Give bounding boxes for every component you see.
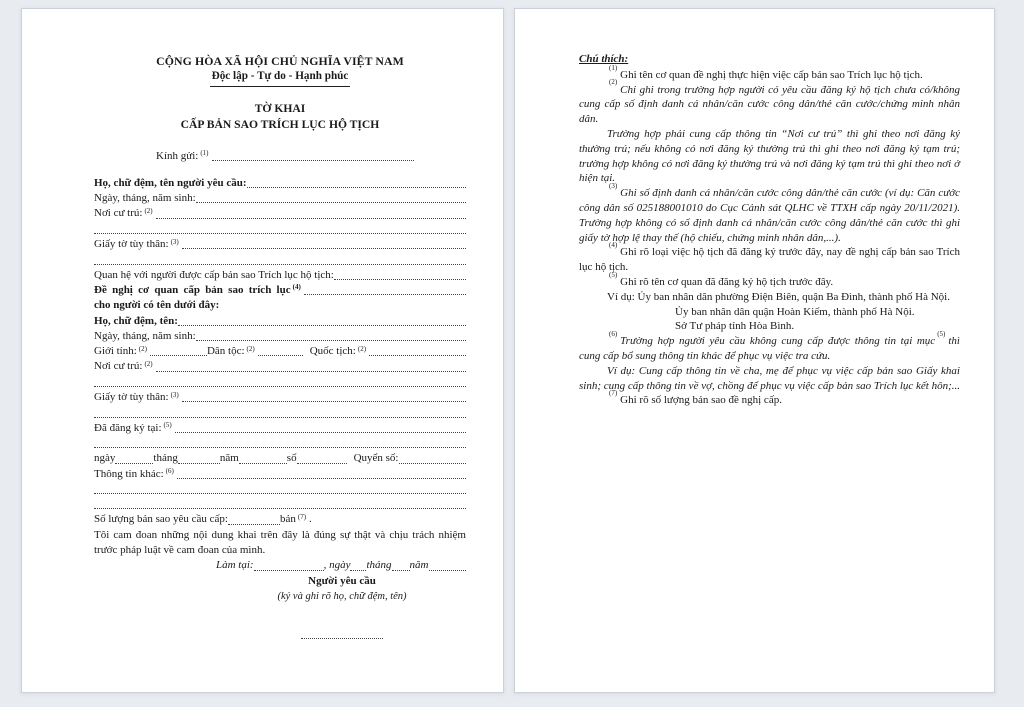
dotted-line (156, 218, 466, 219)
dotted-line (239, 463, 287, 464)
national-motto (94, 69, 466, 86)
requester-dob-label: Ngày, tháng, năm sinh: (94, 192, 196, 205)
signature-dotted-line (301, 628, 383, 643)
note-5-example-2 (579, 305, 960, 320)
national-header-line1: CỘNG HÒA XÃ HỘI CHỦ NGHĨA VIỆT NAM (156, 54, 404, 68)
month-label: tháng (153, 452, 178, 465)
dotted-line (228, 524, 280, 525)
note-text: Trường hợp phải cung cấp thông tin “Nơi cư trú” thì ghi theo nơi đăng ký thường trú; nếu không có nơi đăng ký thường trú thì ghi theo nơi đăng ký tạm trú; trường hợp không có nơi đăng ký thường trú và nơi đăng ký tạm trú thì ghi theo nơi ở hiện tại. (579, 127, 960, 185)
sig-month-label: tháng (366, 559, 392, 572)
dotted-line (334, 279, 466, 280)
dotted-line (369, 355, 466, 356)
field-requester-name (94, 176, 466, 191)
field-copies-count: Số lượng bản sao yêu cầu cấp: bản $^{(7)}$ . (94, 512, 466, 527)
note-text: Ví dụ: Ủy ban nhân dân phường Điện Biên, quận Ba Đình, thành phố Hà Nội. (607, 290, 950, 303)
field-subject-name (94, 314, 466, 329)
signer-title: Người yêu cầu (308, 574, 376, 587)
dotted-line (94, 375, 466, 390)
sig-day-label: , ngày (323, 559, 351, 572)
dotted-line (156, 371, 466, 372)
dotted-line (182, 401, 466, 402)
note-text: Ủy ban nhân dân quận Hoàn Kiếm, thành phố Hà Nội. (675, 305, 915, 318)
subject-residence-label: Nơi cư trú: (94, 360, 143, 373)
dotted-line (115, 463, 153, 464)
requester-residence-label: Nơi cư trú: (94, 207, 143, 220)
note-text: Trường hợp người yêu cầu không cung cấp được thông tin tại mục (620, 335, 936, 348)
form-page (21, 8, 504, 693)
notes-heading: Chú thích: (579, 53, 629, 65)
dotted-line (94, 405, 466, 420)
dotted-line (94, 252, 466, 267)
field-kinh-gui: Kính gửi: $^{(1)}$ (94, 149, 466, 164)
relation-label: Quan hệ với người được cấp bản sao Trích lục hộ tịch: (94, 268, 334, 281)
kinh-gui-label: Kính gửi: (156, 149, 199, 162)
ethnicity-label: Dân tộc: (206, 345, 245, 358)
book-number-label: Quyển số: (353, 452, 399, 465)
signature-place-date (94, 558, 466, 573)
note-5-example-1 (579, 290, 960, 305)
signature-block (216, 574, 468, 605)
copies-label: Số lượng bản sao yêu cầu cấp: (94, 513, 228, 526)
dotted-line (297, 463, 347, 464)
registered-at-label: Đã đăng ký tại: (94, 421, 162, 434)
note-6 (579, 329, 960, 364)
field-other-info: Thông tin khác: $^{(6)}$ (94, 467, 466, 482)
dotted-line (178, 325, 466, 326)
signer-note: (ký và ghi rõ họ, chữ đệm, tên) (277, 590, 407, 602)
field-subject-residence: Nơi cư trú: $^{(2)}$ (94, 359, 466, 374)
note-5-example-3 (579, 319, 960, 334)
copies-period: . (309, 513, 312, 526)
nationality-label: Quốc tịch: (309, 345, 356, 358)
note-7 (579, 389, 960, 408)
field-subject-dob (94, 329, 466, 344)
dotted-line (254, 570, 324, 571)
field-request-agency: Đề nghị cơ quan cấp bản sao trích lục $^{(4)}$ (94, 283, 466, 298)
field-registered-at: Đã đăng ký tại: $^{(5)}$ (94, 421, 466, 436)
dotted-line (182, 248, 466, 249)
field-requester-residence: Nơi cư trú: $^{(2)}$ (94, 206, 466, 221)
dotted-line (429, 570, 467, 571)
footnote-marker: (5) (937, 329, 946, 338)
note-text: Ghi số định danh cá nhân/căn cước công dân/thẻ căn cước (ví dụ: Căn cước công dân số 025188001010 do Cục Cảnh sát QLHC về TTXH cấp ngày 20/11/2021). Trường hợp không có số định danh cá nhân/căn cước công dân/thẻ căn cước thì ghi giấy tờ hợp lệ thay thế (hộ chiếu, chứng minh nhân dân,...). (579, 187, 960, 244)
dotted-line (94, 436, 466, 451)
copies-unit: bản (279, 513, 296, 526)
place-label: Làm tại: (216, 559, 254, 572)
for-person-label: cho người có tên dưới đây: (94, 299, 220, 312)
dotted-line (196, 340, 466, 341)
dotted-line (94, 222, 466, 237)
note-3 (579, 182, 960, 245)
field-requester-dob (94, 191, 466, 206)
form-title-line2: CẤP BẢN SAO TRÍCH LỤC HỘ TỊCH (180, 117, 380, 131)
footnote-marker: (3) (609, 182, 618, 191)
footnote-marker: (5) (609, 270, 618, 279)
note-5 (579, 270, 960, 290)
dotted-line (175, 432, 466, 433)
subject-id-doc-label: Giấy tờ tùy thân: (94, 391, 169, 404)
field-requester-id-doc: Giấy tờ tùy thân: $^{(3)}$ (94, 237, 466, 252)
sig-year-label: năm (409, 559, 429, 572)
footnote-marker: (7) (609, 389, 618, 398)
subject-dob-label: Ngày, tháng, năm sinh: (94, 329, 196, 342)
request-agency-label: Đề nghị cơ quan cấp bản sao trích lục (94, 283, 291, 296)
dotted-line (150, 355, 207, 356)
footnote-marker: (6) (609, 329, 618, 338)
dotted-line (392, 570, 410, 571)
field-for-person (94, 298, 466, 313)
note-6-example (579, 364, 960, 394)
dotted-line (399, 463, 467, 464)
note-text: Ghi rõ tên cơ quan đã đăng ký hộ tịch trước đây. (620, 275, 834, 288)
note-4 (579, 241, 960, 275)
field-registration-date-number (94, 451, 466, 466)
day-label: ngày (94, 452, 116, 465)
dotted-line (94, 497, 466, 512)
dotted-line (304, 294, 466, 295)
declaration-text: Tôi cam đoan những nội dung khai trên đây là đúng sự thật và chịu trách nhiệm trước pháp luật về cam đoan của mình. (94, 528, 466, 557)
note-text: Ghi rõ loại việc hộ tịch đã đăng ký trước đây, nay đề nghị cấp bản sao Trích lục hộ tịch. (579, 246, 960, 274)
note-text: thì cung cấp bổ sung thông tin khác để phục vụ việc tra cứu. (579, 335, 960, 362)
year-label: năm (219, 452, 239, 465)
other-info-label: Thông tin khác: (94, 467, 164, 480)
field-subject-gender-ethnicity-nationality: Giới tính: $^{(2)}$ Dân tộc: $^{(2)}$ Quốc tịch: $^{(2)}$ (94, 344, 466, 359)
notes-page (514, 8, 995, 693)
dotted-line (94, 482, 466, 497)
note-text: Sở Tư pháp tỉnh Hòa Bình. (675, 320, 795, 333)
subject-name-label: Họ, chữ đệm, tên: (94, 314, 178, 327)
dotted-line (177, 478, 466, 479)
requester-id-doc-label: Giấy tờ tùy thân: (94, 238, 169, 251)
national-motto-text: Độc lập - Tự do - Hạnh phúc (210, 69, 351, 86)
dotted-line (258, 355, 303, 356)
dotted-line (350, 570, 366, 571)
dotted-line (178, 463, 220, 464)
field-relation (94, 268, 466, 283)
note-1 (579, 63, 960, 83)
dotted-line (247, 187, 466, 188)
dotted-line (196, 202, 466, 203)
requester-name-label: Họ, chữ đệm, tên người yêu cầu: (94, 176, 247, 189)
note-text: Ghi rõ số lượng bản sao đề nghị cấp. (620, 394, 782, 407)
footnote-marker: (2) (609, 78, 618, 87)
number-label: số (286, 452, 297, 465)
note-text: Ghi tên cơ quan đề nghị thực hiện việc cấp bản sao Trích lục hộ tịch. (620, 68, 923, 81)
note-2-continuation (579, 127, 960, 186)
footnote-marker: (1) (609, 63, 618, 72)
note-text: Chỉ ghi trong trường hợp người có yêu cầu đăng ký hộ tịch chưa có/không cung cấp số định danh cá nhân/căn cước công dân/thẻ căn cước/chứng minh nhân dân. (579, 83, 960, 126)
form-title-line1: TỜ KHAI (254, 101, 306, 115)
note-2 (579, 78, 960, 127)
gender-label: Giới tính: (94, 345, 137, 358)
footnote-marker: (4) (609, 241, 618, 250)
dotted-line (212, 160, 415, 161)
note-text: Ví dụ: Cung cấp thông tin về cha, mẹ để phục vụ việc cấp bản sao Giấy khai sinh; cung cấp thông tin về vợ, chồng để phục vụ việc cấp bản sao Trích lục kết hôn;... (579, 364, 960, 392)
field-subject-id-doc: Giấy tờ tùy thân: $^{(3)}$ (94, 390, 466, 405)
